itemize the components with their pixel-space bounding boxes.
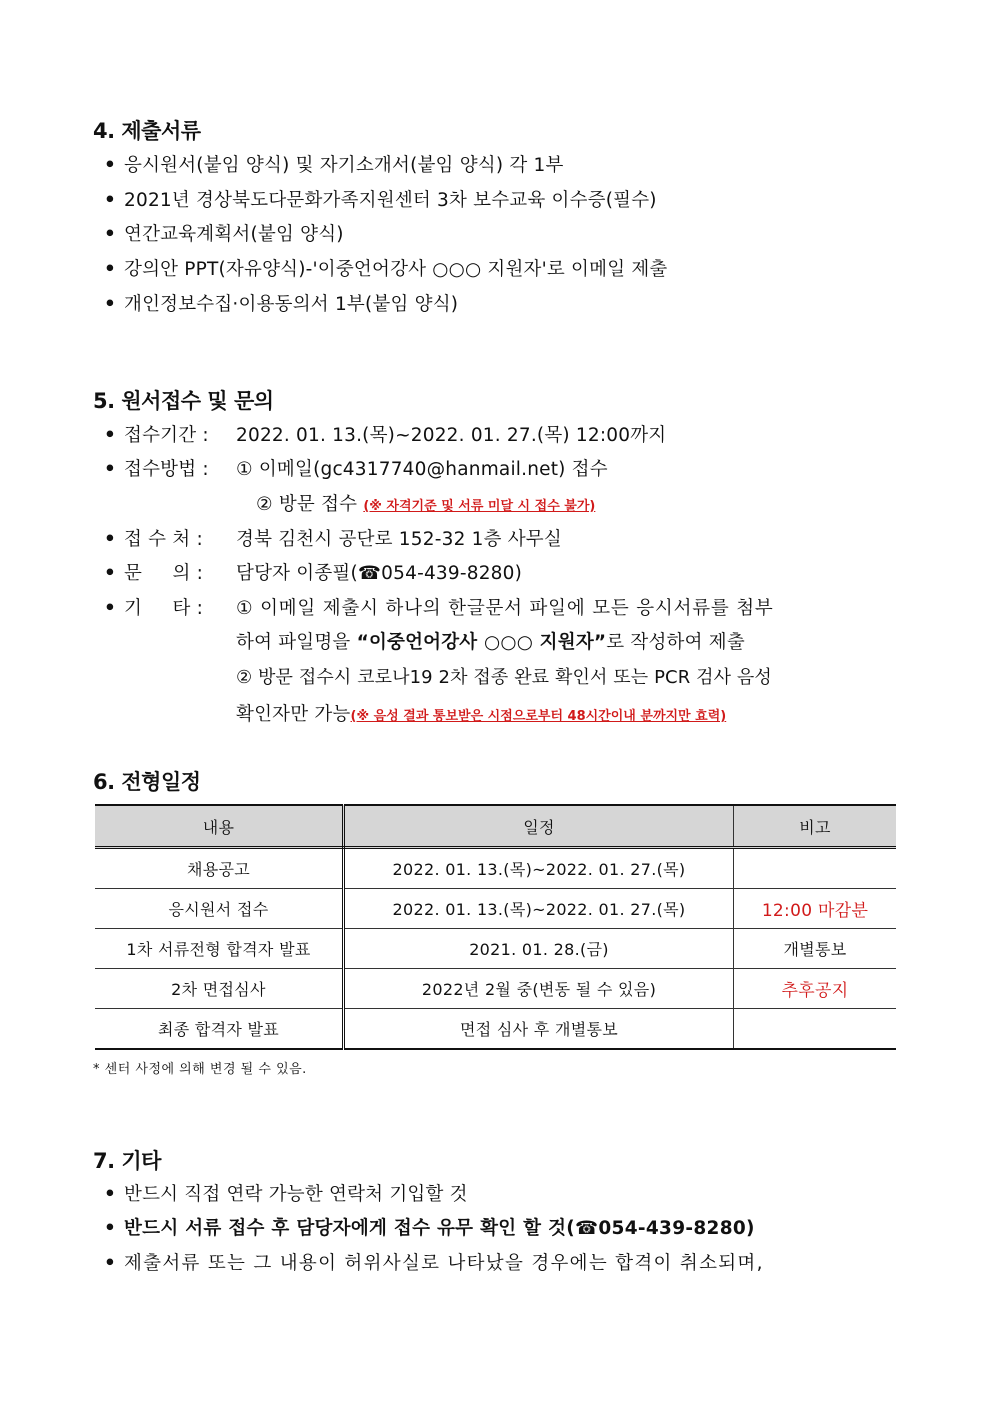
table-row: 최종 합격자 발표 면접 심사 후 개별통보 [95, 1009, 896, 1050]
section-6-title: 6. 전형일정 [93, 770, 201, 794]
method-row-2: ② 방문 접수 (※ 자격기준 및 서류 미달 시 접수 불가) [256, 494, 596, 515]
table-row: 2차 면접심사 2022년 2월 중(변동 될 수 있음) 추후공지 [95, 969, 896, 1009]
table-row: 채용공고 2022. 01. 13.(목)~2022. 01. 27.(목) [95, 848, 896, 889]
list-item: • 연간교육계획서(붙임 양식) [104, 224, 344, 245]
etc-row: • 기 타 : ① 이메일 제출시 하나의 한글문서 파일에 모든 응시서류를 첨부 [104, 598, 774, 619]
schedule-note: * 센터 사정에 의해 변경 될 수 있음. [93, 1062, 307, 1077]
list-item: • 개인정보수집·이용동의서 1부(붙임 양식) [104, 294, 459, 315]
list-item: • 제출서류 또는 그 내용이 허위사실로 나타났을 경우에는 합격이 취소되며, [104, 1253, 764, 1274]
schedule-table [95, 804, 896, 1050]
table-row: 응시원서 접수 2022. 01. 13.(목)~2022. 01. 27.(목) 12:00 마감분 [95, 889, 896, 929]
etc-row-2a: ② 방문 접수시 코로나19 2차 접종 완료 확인서 또는 PCR 검사 음성 [236, 667, 772, 688]
period-row: • 접수기간 : 2022. 01. 13.(목)~2022. 01. 27.(목) 12:00까지 [104, 425, 667, 446]
list-item: • 응시원서(붙임 양식) 및 자기소개서(붙임 양식) 각 1부 [104, 155, 564, 176]
table-row: 1차 서류전형 합격자 발표 2021. 01. 28.(금) 개별통보 [95, 929, 896, 969]
list-item: • 반드시 직접 연락 가능한 연락처 기입할 것 [104, 1184, 468, 1205]
header-schedule: 일정 [344, 805, 734, 848]
section-4-title: 4. 제출서류 [93, 119, 201, 143]
place-row: • 접 수 처 : 경북 김천시 공단로 152-32 1층 사무실 [104, 529, 562, 550]
inquiry-row: • 문 의 : 담당자 이종필(☎054-439-8280) [104, 563, 523, 584]
method-row: • 접수방법 : ① 이메일(gc4317740@hanmail.net) 접수 [104, 459, 608, 480]
etc-row-2b: 확인자만 가능(※ 음성 결과 통보받은 시점으로부터 48시간이내 분까지만 효력) [236, 704, 727, 725]
list-item: • 반드시 서류 접수 후 담당자에게 접수 유무 확인 할 것(☎054-439-8280) [104, 1218, 755, 1239]
section-7-title: 7. 기타 [93, 1149, 161, 1173]
list-item: • 2021년 경상북도다문화가족지원센터 3차 보수교육 이수증(필수) [104, 190, 657, 211]
header-content: 내용 [95, 805, 344, 848]
header-remarks: 비고 [734, 805, 897, 848]
etc-row-1b: 하여 파일명을 “이중언어강사 ○○○ 지원자”로 작성하여 제출 [236, 632, 745, 653]
table-header-row [95, 805, 896, 848]
section-5-title: 5. 원서접수 및 문의 [93, 389, 274, 413]
list-item: • 강의안 PPT(자유양식)-'이중언어강사 ○○○ 지원자'로 이메일 제출 [104, 259, 668, 280]
